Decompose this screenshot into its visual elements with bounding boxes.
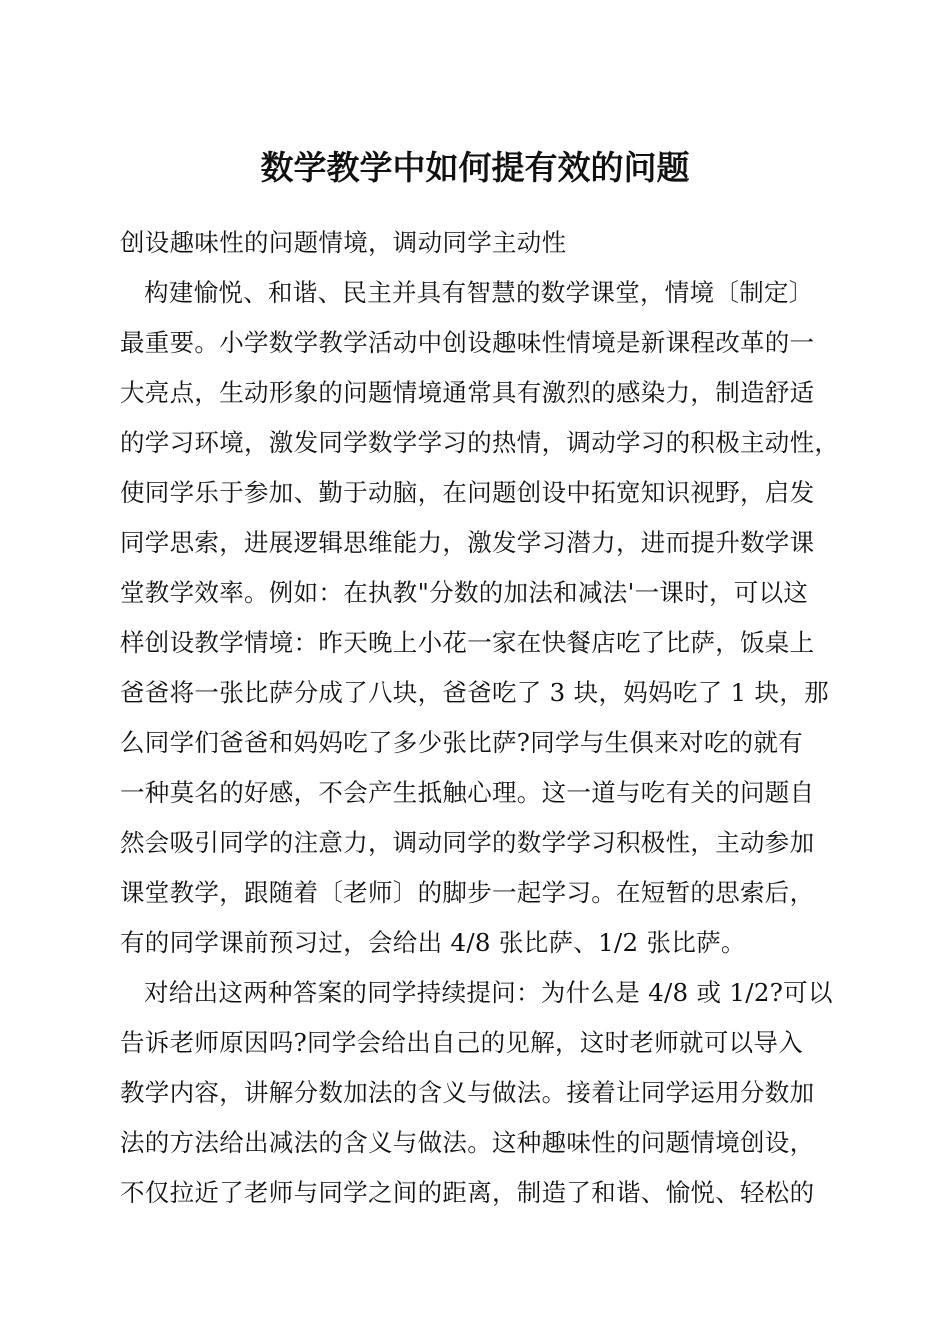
document-title: 数学教学中如何提有效的问题: [260, 148, 690, 187]
paragraph-line: 样创设教学情境：昨天晚上小花一家在快餐店吃了比萨，饭桌上: [120, 628, 815, 657]
paragraph-line: 告诉老师原因吗?同学会给出自己的见解，这时老师就可以导入: [120, 1028, 804, 1057]
paragraph-line: 创设趣味性的问题情境，调动同学主动性: [120, 228, 567, 257]
paragraph-line: 大亮点，生动形象的问题情境通常具有激烈的感染力，制造舒适: [120, 378, 815, 407]
paragraph-line: 一种莫名的好感，不会产生抵触心理。这一道与吃有关的问题自: [120, 778, 815, 807]
paragraph-line: 有的同学课前预习过，会给出 4/8 张比萨、1/2 张比萨。: [120, 928, 746, 957]
paragraph-line: 使同学乐于参加、勤于动脑，在问题创设中拓宽知识视野，启发: [120, 478, 815, 507]
paragraph-line: 堂教学效率。例如：在执教"分数的加法和减法'一课时，可以这: [120, 578, 809, 607]
paragraph-line: 课堂教学，跟随着〔老师〕的脚步一起学习。在短暂的思索后，: [120, 878, 815, 907]
paragraph-line: 不仅拉近了老师与同学之间的距离，制造了和谐、愉悦、轻松的: [120, 1178, 815, 1207]
paragraph-line: 爸爸将一张比萨分成了八块，爸爸吃了 3 块，妈妈吃了 1 块，那: [120, 678, 829, 707]
paragraph-line: 教学内容，讲解分数加法的含义与做法。接着让同学运用分数加: [120, 1078, 815, 1107]
paragraph-line: 最重要。小学数学教学活动中创设趣味性情境是新课程改革的一: [120, 328, 815, 357]
paragraph-line: 同学思索，进展逻辑思维能力，激发学习潜力，进而提升数学课: [120, 528, 815, 557]
paragraph-line: 么同学们爸爸和妈妈吃了多少张比萨?同学与生俱来对吃的就有: [120, 728, 804, 757]
paragraph-line: 法的方法给出减法的含义与做法。这种趣味性的问题情境创设，: [120, 1128, 815, 1157]
paragraph-line: 对给出这两种答案的同学持续提问：为什么是 4/8 或 1/2?可以: [144, 978, 833, 1007]
paragraph-line: 的学习环境，激发同学数学学习的热情，调动学习的积极主动性，: [120, 428, 840, 457]
paragraph-line: 构建愉悦、和谐、民主并具有智慧的数学课堂，情境〔制定〕: [144, 278, 814, 307]
paragraph-line: 然会吸引同学的注意力，调动同学的数学学习积极性，主动参加: [120, 828, 815, 857]
